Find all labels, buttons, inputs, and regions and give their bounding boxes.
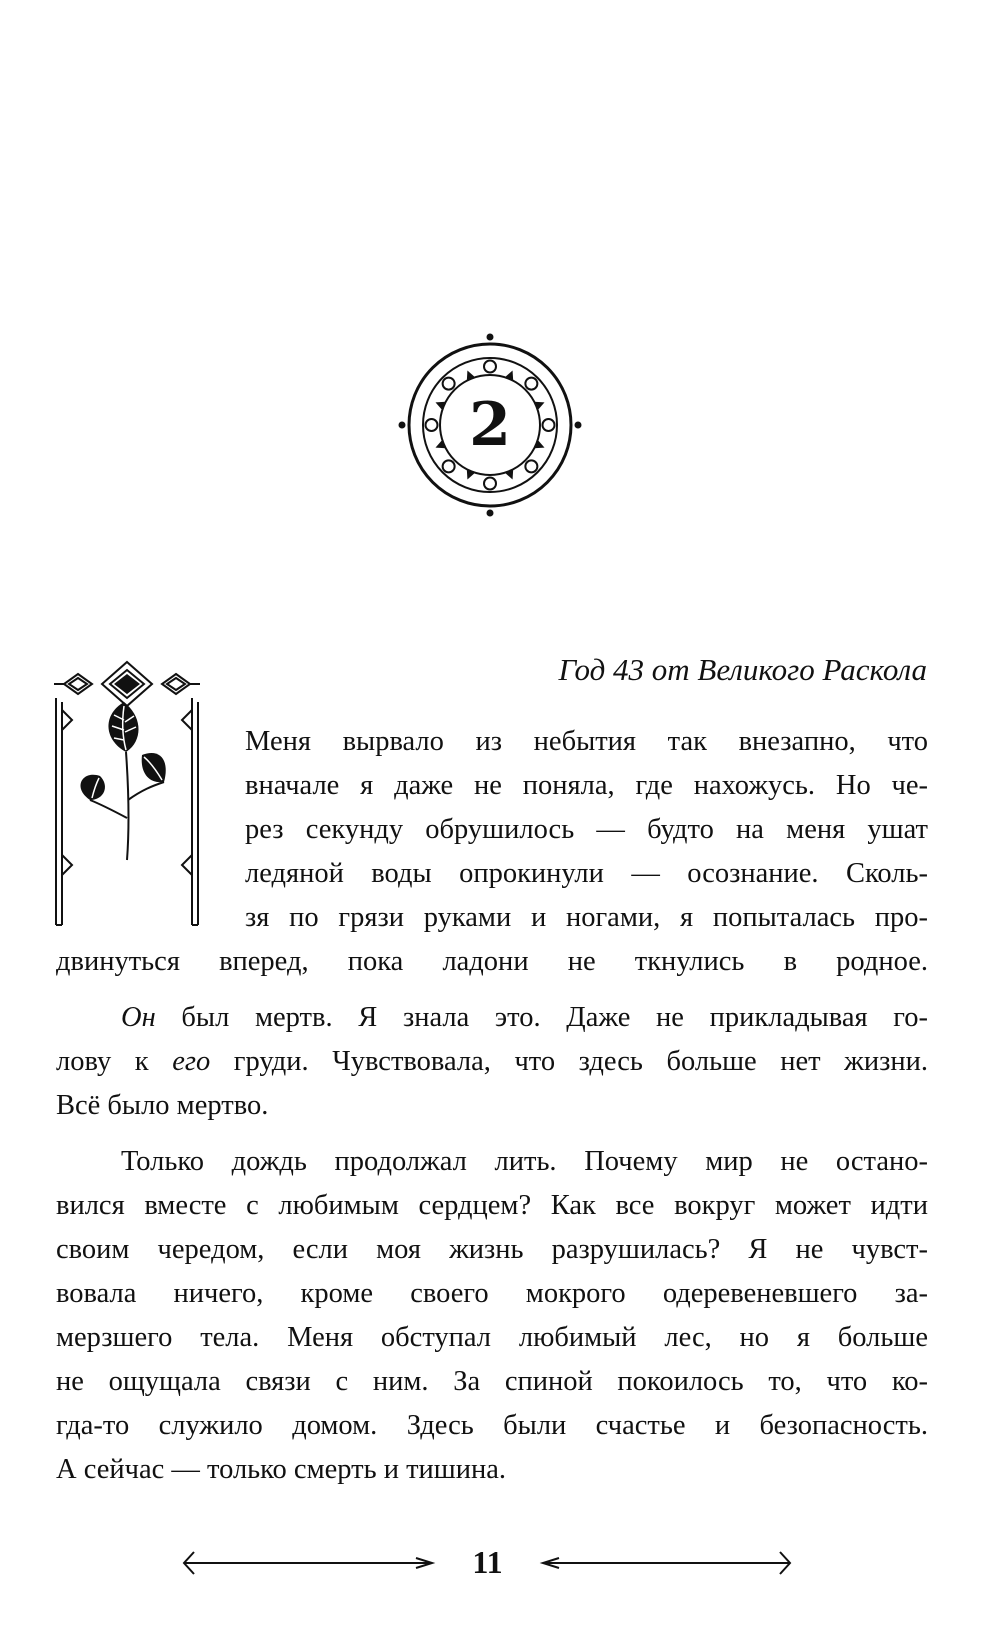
text-line: вначале я даже не поняла, где нахожусь. Но че- xyxy=(245,770,928,801)
text-line: Меня вырвало из небытия так внезапно, что xyxy=(245,726,928,757)
arrow-right-icon xyxy=(535,1548,800,1578)
chapter-epigraph: Год 43 от Великого Раскола xyxy=(558,652,927,687)
text-span: лову к xyxy=(56,1046,149,1077)
text-line: Только дождь продолжал лить. Почему мир не остано- xyxy=(121,1146,928,1177)
text-line: ледяной воды опрокинули — осознание. Сколь- xyxy=(245,858,928,889)
text-line: рез секунду обрушилось — будто на меня ушат xyxy=(245,814,928,845)
italic-word: Он xyxy=(121,1002,156,1033)
text-line: двинуться вперед, пока ладони не ткнулись в родное. xyxy=(56,946,928,977)
leaf-branch-ornament-icon xyxy=(52,660,202,930)
text-span: груди. Чувствовала, что здесь больше нет жизни. xyxy=(233,1046,928,1077)
text-span: был мертв. Я знала это. Даже не прикладывая го- xyxy=(181,1002,928,1033)
page-number: 11 xyxy=(472,1544,503,1580)
text-line xyxy=(56,996,928,1040)
text-line: А сейчас — только смерть и тишина. xyxy=(56,1454,507,1485)
text-line: Всё было мертво. xyxy=(56,1090,269,1121)
arrow-left-icon xyxy=(180,1548,440,1578)
text-line xyxy=(56,1040,928,1084)
text-line: не ощущала связи с ним. За спиной покоилось то, что ко- xyxy=(56,1366,928,1397)
chapter-number: 2 xyxy=(469,390,511,460)
italic-word: его xyxy=(172,1046,211,1077)
text-line: мерзшего тела. Меня обступал любимый лес, но я больше xyxy=(56,1322,928,1353)
text-line: гда-то служило домом. Здесь были счастье и безопасность. xyxy=(56,1410,928,1441)
text-line: зя по грязи руками и ногами, я попыталась про- xyxy=(245,902,928,933)
text-line: своим чередом, если моя жизнь разрушилась? Я не чувст- xyxy=(56,1234,928,1265)
text-line: вился вместе с любимым сердцем? Как все вокруг может идти xyxy=(56,1190,928,1221)
text-line: вовала ничего, кроме своего мокрого одеревеневшего за- xyxy=(56,1278,928,1309)
